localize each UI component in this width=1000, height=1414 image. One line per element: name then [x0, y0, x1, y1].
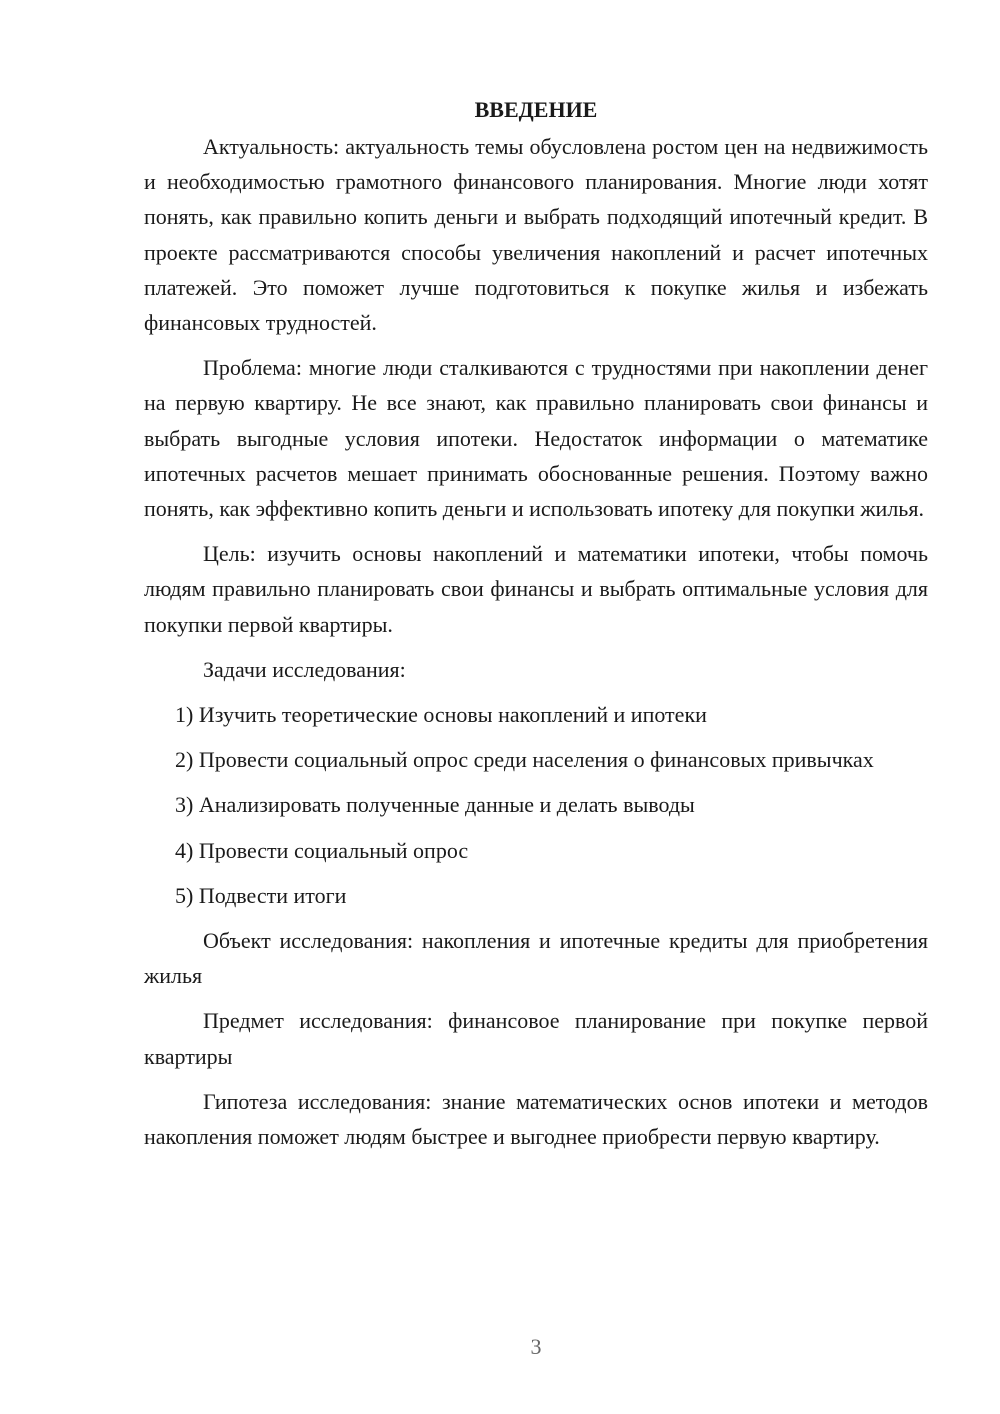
list-item-task-5: 5) Подвести итоги [175, 882, 347, 908]
tasks-heading: Задачи исследования: [203, 656, 406, 682]
paragraph-subject: Предмет исследования: финансовое планирование при покупке первой квартиры [144, 1008, 928, 1069]
paragraph-problem: Проблема: многие люди сталкиваются с трудностями при накоплении денег на первую квартиру. Не все знают, как правильно планировать свои финансы и выбрать выгодные условия ипотеки. Недостаток информации о математике ипотечных расчетов мешает принимать обоснованные решения. Поэтому важно понять, как эффективно копить деньги и использовать ипотеку для покупки жилья. [144, 355, 928, 522]
document-page [144, 92, 928, 1164]
list-item-task-4: 4) Провести социальный опрос [175, 837, 469, 863]
list-item-task-2: 2) Провести социальный опрос среди населения о финансовых привычках [175, 747, 874, 773]
list-item-task-1: 1) Изучить теоретические основы накоплений и ипотеки [175, 702, 707, 728]
list-item-task-3: 3) Анализировать полученные данные и делать выводы [175, 792, 695, 818]
paragraph-object: Объект исследования: накопления и ипотечные кредиты для приобретения жилья [144, 928, 928, 989]
paragraph-goal: Цель: изучить основы накоплений и математики ипотеки, чтобы помочь людям правильно планировать свои финансы и выбрать оптимальные условия для покупки первой квартиры. [144, 541, 928, 637]
paragraph-relevance: Актуальность: актуальность темы обусловлена ростом цен на недвижимость и необходимостью грамотного финансового планирования. Многие люди хотят понять, как правильно копить деньги и выбрать подходящий ипотечный кредит. В проекте рассматриваются способы увеличения накоплений и расчет ипотечных платежей. Это поможет лучше подготовиться к покупке жилья и избежать финансовых трудностей. [144, 134, 928, 336]
page-number: 3 [530, 1334, 542, 1359]
section-heading: ВВЕДЕНИЕ [474, 97, 598, 122]
paragraph-hypothesis: Гипотеза исследования: знание математических основ ипотеки и методов накопления поможет людям быстрее и выгоднее приобрести первую квартиру. [144, 1088, 928, 1150]
